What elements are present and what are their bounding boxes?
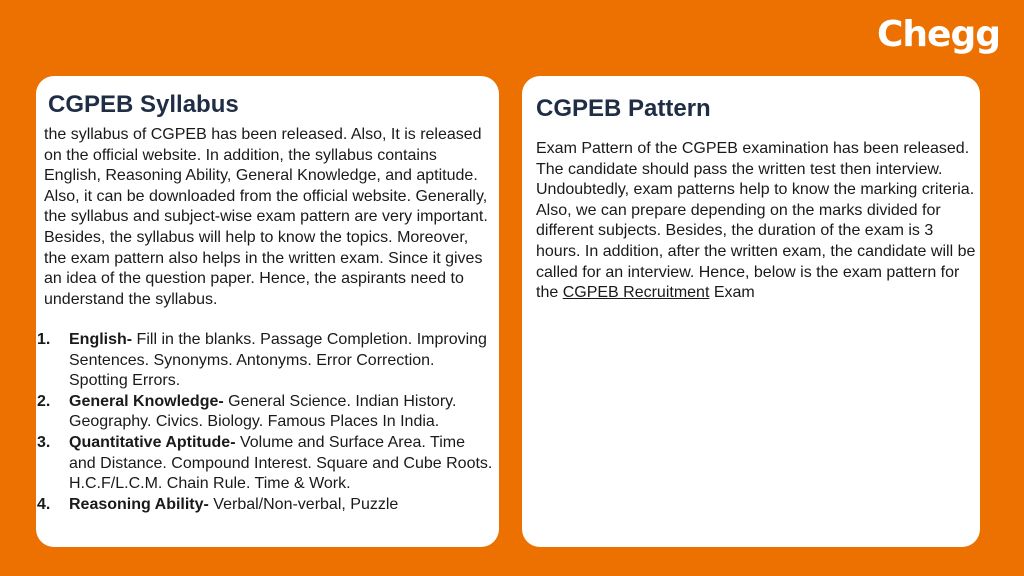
syllabus-title: CGPEB Syllabus — [48, 91, 239, 118]
pattern-title: CGPEB Pattern — [536, 95, 711, 122]
pattern-body-end: Exam — [709, 284, 755, 302]
topic-detail: Verbal/Non-verbal, Puzzle — [208, 495, 399, 513]
topic-number: 3. — [37, 433, 51, 451]
topic-name: English- — [69, 331, 133, 348]
topic-detail: Fill in the blanks. Passage Completion. Improving Sentences. Synonyms. Antonyms. Error Correction. Spotting Errors. — [69, 331, 487, 390]
topic-detail: Volume and Surface Area. Time and Distance. Compound Interest. Square and Cube Roots. H.C.F/L.C.M. Chain Rule. Time & Work. — [69, 433, 493, 493]
topic-detail: General Science. Indian History. Geography. Civics. Biology. Famous Places In India. — [69, 392, 457, 431]
topic-item-general-knowledge — [36, 392, 494, 433]
cgpeb-recruitment-link[interactable]: CGPEB Recruitment — [562, 284, 710, 302]
topic-item-english — [36, 330, 494, 392]
topic-item-reasoning-ability — [36, 495, 494, 516]
topic-name: Quantitative Aptitude- — [69, 433, 236, 451]
topic-item-quantitative-aptitude — [36, 433, 494, 495]
topic-name: Reasoning Ability- — [69, 495, 209, 513]
topic-name: General Knowledge- — [69, 392, 224, 410]
topic-number: 4. — [37, 495, 51, 513]
syllabus-intro: the syllabus of CGPEB has been released. Also, It is released on the official website. In addition, the syllabus contains English, Reasoning Ability, General Knowledge, and aptitude. Also, it can be downloaded from the official website. Generally, the syllabus and subject-wise exam pattern are very important. Besides, the syllabus will help to know the topics. Moreover, the exam pattern also helps in the written exam. Since it gives an idea of the question paper. Hence, the aspirants need to understand the syllabus. — [44, 126, 488, 308]
syllabus-topic-list — [36, 330, 494, 515]
pattern-card — [522, 76, 980, 547]
chegg-logo: Chegg — [876, 14, 1000, 55]
topic-number: 2. — [37, 392, 51, 410]
pattern-text — [536, 139, 976, 304]
topic-number: 1. — [37, 331, 51, 348]
pattern-body: Exam Pattern of the CGPEB examination has been released. The candidate should pass the written test then interview. Undoubtedly, exam patterns help to know the marking criteria. Also, we can prepare depending on the marks divided for different subjects. Besides, the duration of the exam is 3 hours. In addition, after the written exam, the candidate will be called for an interview. Hence, below is the exam pattern for the — [536, 140, 976, 302]
syllabus-card — [36, 76, 499, 547]
